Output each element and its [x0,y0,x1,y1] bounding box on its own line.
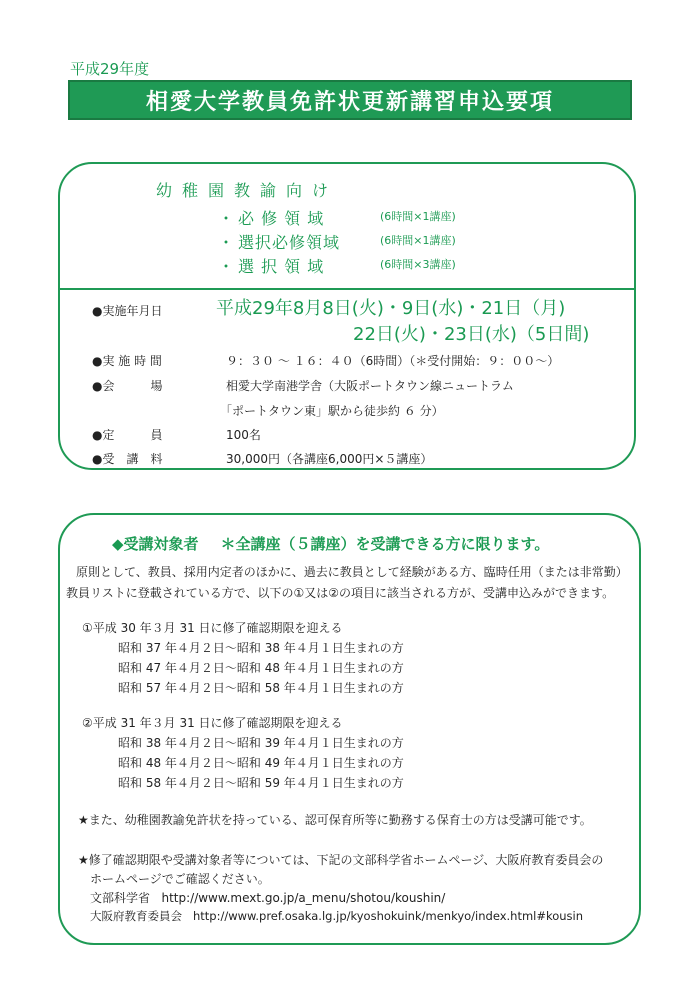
area-name: 選択必修領域 [238,233,341,252]
area-hours: (6時間×3講座) [380,258,456,271]
intro-line-1: 原則として、教員、採用内定者のほかに、過去に教員として経験がある方、臨時任用（または非常勤） [76,565,628,579]
area-hours: (6時間×1講座) [380,234,456,247]
bullet: ・ [218,233,235,252]
fee-label: ●受 講 料 [92,452,163,466]
time-value: ９：３０ ～ １６：４０（6時間）（＊受付開始：９：００～） [226,354,560,368]
venue-line-2: 「ポートタウン東」駅から徒歩約 ６ 分） [220,404,444,418]
note-nursery: ★また、幼稚園教諭免許状を持っている、認可保育所等に勤務する保育士の方は受講可能です。 [78,813,592,827]
area-elective [218,254,456,277]
capacity-label: ●定 員 [92,428,163,442]
bullet: ・ [218,257,235,276]
area-hours: (6時間×1講座) [380,210,456,223]
group1-range-2: 昭和 47 年４月２日～昭和 48 年４月１日生まれの方 [118,661,404,675]
divider [60,288,634,290]
link-url-mext[interactable]: http://www.mext.go.jp/a_menu/shotou/koushin/ [161,891,446,905]
area-required [218,206,456,229]
group1-title: ①平成 30 年３月 31 日に修了確認期限を迎える [82,621,343,635]
heading-text: ◆受講対象者 [112,535,199,553]
intro-line-2: 教員リストに登載されている方で、以下の①又は②の項目に該当される方が、受講申込みができます。 [66,586,615,600]
group2-range-2: 昭和 48 年４月２日～昭和 49 年４月１日生まれの方 [118,756,404,770]
date-label: ●実施年月日 [92,304,163,318]
eligibility-heading [112,533,549,554]
heading-note: ＊全講座（５講座）を受講できる方に限ります。 [220,535,550,553]
group2-title: ②平成 31 年３月 31 日に修了確認期限を迎える [82,716,343,730]
date-line-1: 平成29年8月8日(火)・9日(水)・21日（月) [216,298,566,319]
page-title: 相愛大学教員免許状更新講習申込要項 [145,89,554,115]
fee-value: 30,000円（各講座6,000円×５講座） [226,452,433,466]
area-name: 必 修 領 域 [238,209,325,228]
eligibility-box [58,513,641,945]
area-name: 選 択 領 域 [238,257,325,276]
note-confirm-line-1: ★修了確認期限や受講対象者等については、下記の文部科学省ホームページ、大阪府教育委員会の [78,853,604,867]
bullet: ・ [218,209,235,228]
link-org: 大阪府教育委員会 [90,909,182,923]
audience-heading: 幼稚園教諭向け [156,181,339,200]
area-elective-required [218,230,456,253]
group1-range-3: 昭和 57 年４月２日～昭和 58 年４月１日生まれの方 [118,681,404,695]
note-confirm-line-2: ホームページでご確認ください。 [90,872,270,886]
link-row-osaka [90,908,583,924]
link-row-mext [90,889,445,906]
title-banner [68,80,632,120]
date-line-2: 22日(火)・23日(水)（5日間) [353,324,590,345]
time-label: ●実 施 時 間 [92,354,162,368]
link-org: 文部科学省 [90,891,151,905]
group2-range-1: 昭和 38 年４月２日～昭和 39 年４月１日生まれの方 [118,736,404,750]
venue-label: ●会 場 [92,379,163,393]
group1-range-1: 昭和 37 年４月２日～昭和 38 年４月１日生まれの方 [118,641,404,655]
capacity-value: 100名 [226,428,261,442]
group2-range-3: 昭和 58 年４月２日～昭和 59 年４月１日生まれの方 [118,776,404,790]
link-url-osaka[interactable]: http://www.pref.osaka.lg.jp/kyoshokuink/menkyo/index.html#kousin [192,909,584,923]
course-info-box [58,162,636,470]
fiscal-year: 平成29年度 [70,60,150,78]
venue-line-1: 相愛大学南港学舎（大阪ポートタウン線ニュートラム [226,379,514,393]
